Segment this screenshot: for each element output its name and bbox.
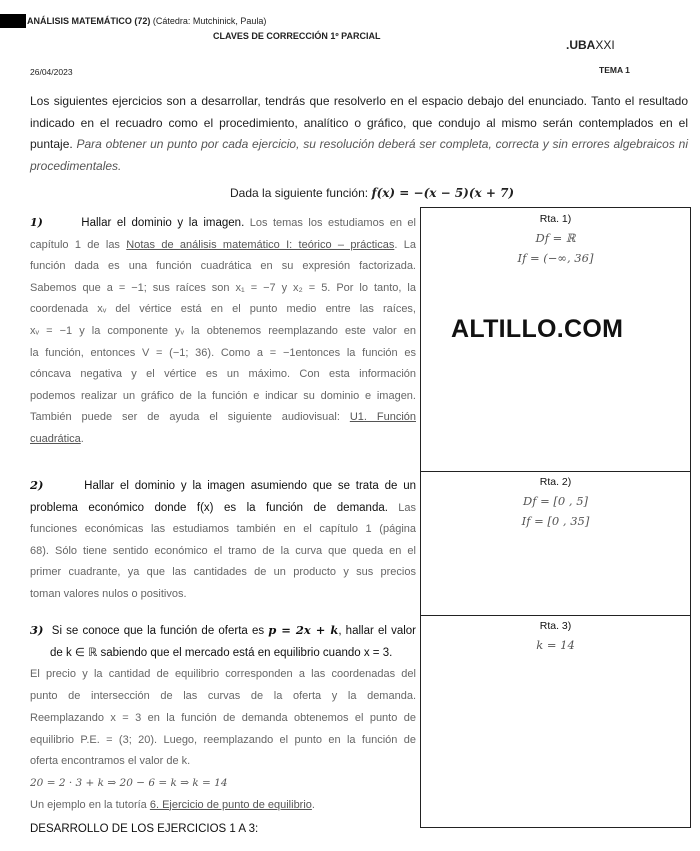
answer-1-domain: Df = ℝ bbox=[535, 231, 576, 245]
given-label: Dada la siguiente función: bbox=[230, 186, 372, 200]
ex3-line: oferta encontramos el valor de k. bbox=[30, 755, 191, 768]
redaction-block bbox=[0, 14, 26, 28]
answer-2-label: Rta. 2) bbox=[539, 476, 572, 488]
answer-2-domain: Df = [0 , 5] bbox=[523, 494, 588, 508]
ex2-prompt: problema económico donde f(x) es la función de demanda. bbox=[30, 501, 388, 514]
ex1-line bbox=[30, 212, 416, 235]
document-title: CLAVES DE CORRECCIÓN 1º PARCIAL bbox=[213, 31, 381, 41]
answer-2-image: If = [0 , 35] bbox=[521, 514, 590, 528]
ex3-line: equilibrio P.E. = (3; 20). Luego, reemplazando el punto en la función de bbox=[30, 733, 416, 746]
course-header bbox=[27, 16, 266, 26]
ex3-line: punto de intersección de las curvas de la oferta y la demanda. bbox=[30, 690, 416, 703]
answer-box-2 bbox=[420, 471, 691, 616]
exercise-3 bbox=[30, 620, 416, 816]
answer-1-label: Rta. 1) bbox=[539, 213, 572, 225]
logo-bold: .UBA bbox=[566, 38, 596, 52]
ex1-line: coordenada xᵥ del vértice está en el punto medio entre las raíces, bbox=[30, 303, 416, 316]
ex1-line: cóncava negativa y el vértice es un máximo. Con esta información bbox=[30, 368, 416, 381]
ex3-line: Reemplazando x = 3 en la función de demanda obtenemos el punto de bbox=[30, 711, 416, 724]
ex2-line bbox=[30, 498, 416, 520]
answer-1-image: If = (−∞, 36] bbox=[517, 251, 594, 265]
video-link[interactable]: cuadrática bbox=[30, 432, 81, 445]
ex3-line bbox=[30, 620, 416, 643]
exercise-1 bbox=[30, 212, 416, 451]
ex1-text: . bbox=[80, 432, 84, 445]
ex3-text: . bbox=[311, 798, 315, 811]
instructions-italic: Para obtener un punto por cada ejercicio, su resolución deberá ser completa, correcta y sin errores algebraicos ni procedimentales. bbox=[30, 137, 688, 174]
ex3-prompt: Si se conoce que la función de oferta es bbox=[51, 625, 269, 637]
watermark: ALTILLO.COM bbox=[451, 315, 624, 343]
supply-formula: p = 2x + k bbox=[268, 623, 339, 637]
tutorial-link[interactable]: 6. Ejercicio de punto de equilibrio bbox=[149, 798, 312, 811]
ex2-line: funciones económicas las estudiamos también en el capítulo 1 (página bbox=[30, 523, 416, 536]
ex1-text: Los temas los estudiamos en el bbox=[244, 217, 416, 229]
exam-date: 26/04/2023 bbox=[30, 67, 73, 77]
ex3-line: de k ∈ ℝ sabiendo que el mercado está en equilibrio cuando x = 3. bbox=[50, 646, 393, 659]
ex1-line: la función, entonces V = (−1; 36). Como a = −1entonces la función es bbox=[30, 346, 416, 359]
ex1-text: capítulo 1 de las bbox=[30, 238, 127, 251]
instructions-text: Los siguientes ejercicios son a desarrollar, tendrás que resolverlo en el espacio debajo del enunciado. Tanto el resultado indicado en el recuadro como el procedimiento, analítico o gráfico, que condujo al mismo serán contemplados en el puntaje. bbox=[30, 94, 688, 152]
ex2-line: toman valores nulos o positivos. bbox=[30, 587, 187, 600]
ex1-text: También puede ser de ayuda el siguiente audiovisual: bbox=[30, 411, 350, 424]
ex1-line bbox=[30, 407, 416, 429]
ex3-line bbox=[30, 795, 416, 817]
ex3-text: Un ejemplo en la tutoría bbox=[30, 798, 150, 811]
ex3-line: El precio y la cantidad de equilibrio corresponden a las coordenadas del bbox=[30, 668, 416, 681]
ex1-line bbox=[30, 429, 416, 451]
ex1-line: podemos realizar un gráfico de la función e indicar su dominio e imagen. bbox=[30, 389, 416, 402]
ex1-line: función dada es una función cuadrática en su expresión factorizada. bbox=[30, 260, 416, 273]
ex2-line: primer cuadrante, ya que las cantidades de un producto y sus precios bbox=[30, 566, 416, 579]
uba-logo bbox=[566, 38, 615, 52]
ex3-prompt: , hallar el valor bbox=[338, 625, 416, 637]
ex2-line: 68). Sólo tiene sentido económico el tramo de la curva que queda en el bbox=[30, 544, 416, 557]
given-function bbox=[230, 186, 514, 200]
answer-box-3 bbox=[420, 615, 691, 828]
ex1-prompt: Hallar el dominio y la imagen. bbox=[81, 217, 245, 229]
course-chair: (Cátedra: Mutchinick, Paula) bbox=[150, 16, 267, 26]
ex3-number: 3) bbox=[30, 623, 44, 637]
ex1-line bbox=[30, 235, 416, 257]
ex1-line: Sabemos que a = −1; sus raíces son x₁ = −7 y x₂ = 5. Por lo tanto, la bbox=[30, 281, 416, 294]
answer-3-k: k = 14 bbox=[536, 638, 575, 652]
instructions bbox=[30, 91, 688, 178]
ex1-line: xᵥ = −1 y la componente yᵥ la obtenemos reemplazando este valor en bbox=[30, 324, 416, 337]
ex2-prompt: Hallar el dominio y la imagen asumiendo que se trata de un bbox=[84, 480, 416, 492]
ex3-equation: 20 = 2 · 3 + k ⇒ 20 − 6 = k ⇒ k = 14 bbox=[30, 776, 228, 789]
exam-tema: TEMA 1 bbox=[599, 65, 630, 75]
video-link[interactable]: U1. Función bbox=[349, 411, 416, 424]
ex2-line bbox=[30, 475, 416, 498]
ex2-number: 2) bbox=[30, 478, 44, 492]
course-name: ANÁLISIS MATEMÁTICO (72) bbox=[27, 16, 151, 26]
notas-link[interactable]: Notas de análisis matemático I: teórico – prácticas bbox=[126, 238, 395, 251]
given-formula: f(x) = −(x − 5)(x + 7) bbox=[371, 186, 515, 200]
answer-3-label: Rta. 3) bbox=[539, 620, 572, 632]
desarrollo-heading: DESARROLLO DE LOS EJERCICIOS 1 A 3: bbox=[30, 823, 259, 835]
ex1-number: 1) bbox=[30, 216, 43, 229]
ex2-text: Las bbox=[387, 501, 416, 514]
ex1-text: . La bbox=[394, 238, 416, 251]
exercise-2 bbox=[30, 475, 416, 606]
answer-box-1 bbox=[420, 207, 691, 472]
logo-rest: XXI bbox=[595, 38, 615, 52]
